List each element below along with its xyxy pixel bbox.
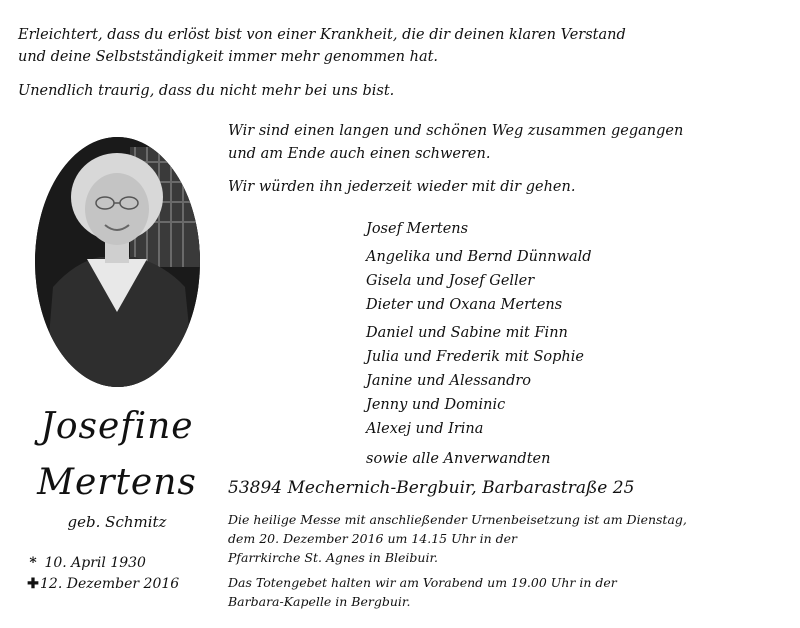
family-member: Janine und Alessandro — [366, 373, 532, 389]
deceased-last-name: Mertens — [37, 462, 197, 503]
family-member: Dieter und Oxana Mertens — [366, 297, 563, 313]
intro-line: Unendlich traurig, dass du nicht mehr bei uns bist. — [18, 83, 395, 99]
birth-star-icon: * — [29, 555, 37, 571]
intro-line: und deine Selbstständigkeit immer mehr genommen hat. — [18, 49, 439, 65]
notice-line: dem 20. Dezember 2016 um 14.15 Uhr in der — [228, 531, 518, 546]
intro-text — [18, 24, 788, 102]
maiden-name: geb. Schmitz — [67, 513, 167, 531]
death-date-text: 12. Dezember 2016 — [40, 576, 180, 592]
family-member: Josef Mertens — [366, 221, 469, 237]
deceased-first-name: Josefine — [40, 406, 194, 447]
funeral-notice — [228, 510, 796, 611]
notice-line: Das Totengebet halten wir am Vorabend um 19.00 Uhr in der — [228, 575, 617, 590]
cross-icon: ✚ — [27, 576, 39, 592]
family-member: sowie alle Anverwandten — [366, 451, 551, 467]
birth-date-text: 10. April 1930 — [44, 555, 146, 571]
intro-line: Erleichtert, dass du erlöst bist von einer Krankheit, die dir deinen klaren Verstand — [18, 27, 626, 43]
family-member: Daniel und Sabine mit Finn — [366, 325, 568, 341]
notice-line: Pfarrkirche St. Agnes in Bleibuir. — [228, 550, 439, 565]
portrait-photo — [35, 137, 200, 387]
family-member: Angelika und Bernd Dünnwald — [366, 249, 592, 265]
quote-line: und am Ende auch einen schweren. — [228, 146, 491, 162]
notice-line: Die heilige Messe mit anschließender Urnenbeisetzung ist am Dienstag, — [228, 512, 687, 527]
family-member: Jenny und Dominic — [366, 397, 506, 413]
quote-line: Wir würden ihn jederzeit wieder mit dir gehen. — [228, 179, 576, 195]
family-member: Alexej und Irina — [366, 421, 484, 437]
death-date — [26, 576, 179, 592]
family-list — [366, 217, 786, 471]
notice-line: Barbara-Kapelle in Bergbuir. — [228, 594, 411, 609]
quote-line: Wir sind einen langen und schönen Weg zusammen gegangen — [228, 123, 684, 139]
birth-date — [26, 555, 146, 571]
portrait-illustration — [35, 137, 200, 387]
family-member: Julia und Frederik mit Sophie — [366, 349, 584, 365]
quote-text — [228, 120, 788, 199]
family-member: Gisela und Josef Geller — [366, 273, 535, 289]
address: 53894 Mechernich-Bergbuir, Barbarastraße 25 — [228, 478, 635, 498]
